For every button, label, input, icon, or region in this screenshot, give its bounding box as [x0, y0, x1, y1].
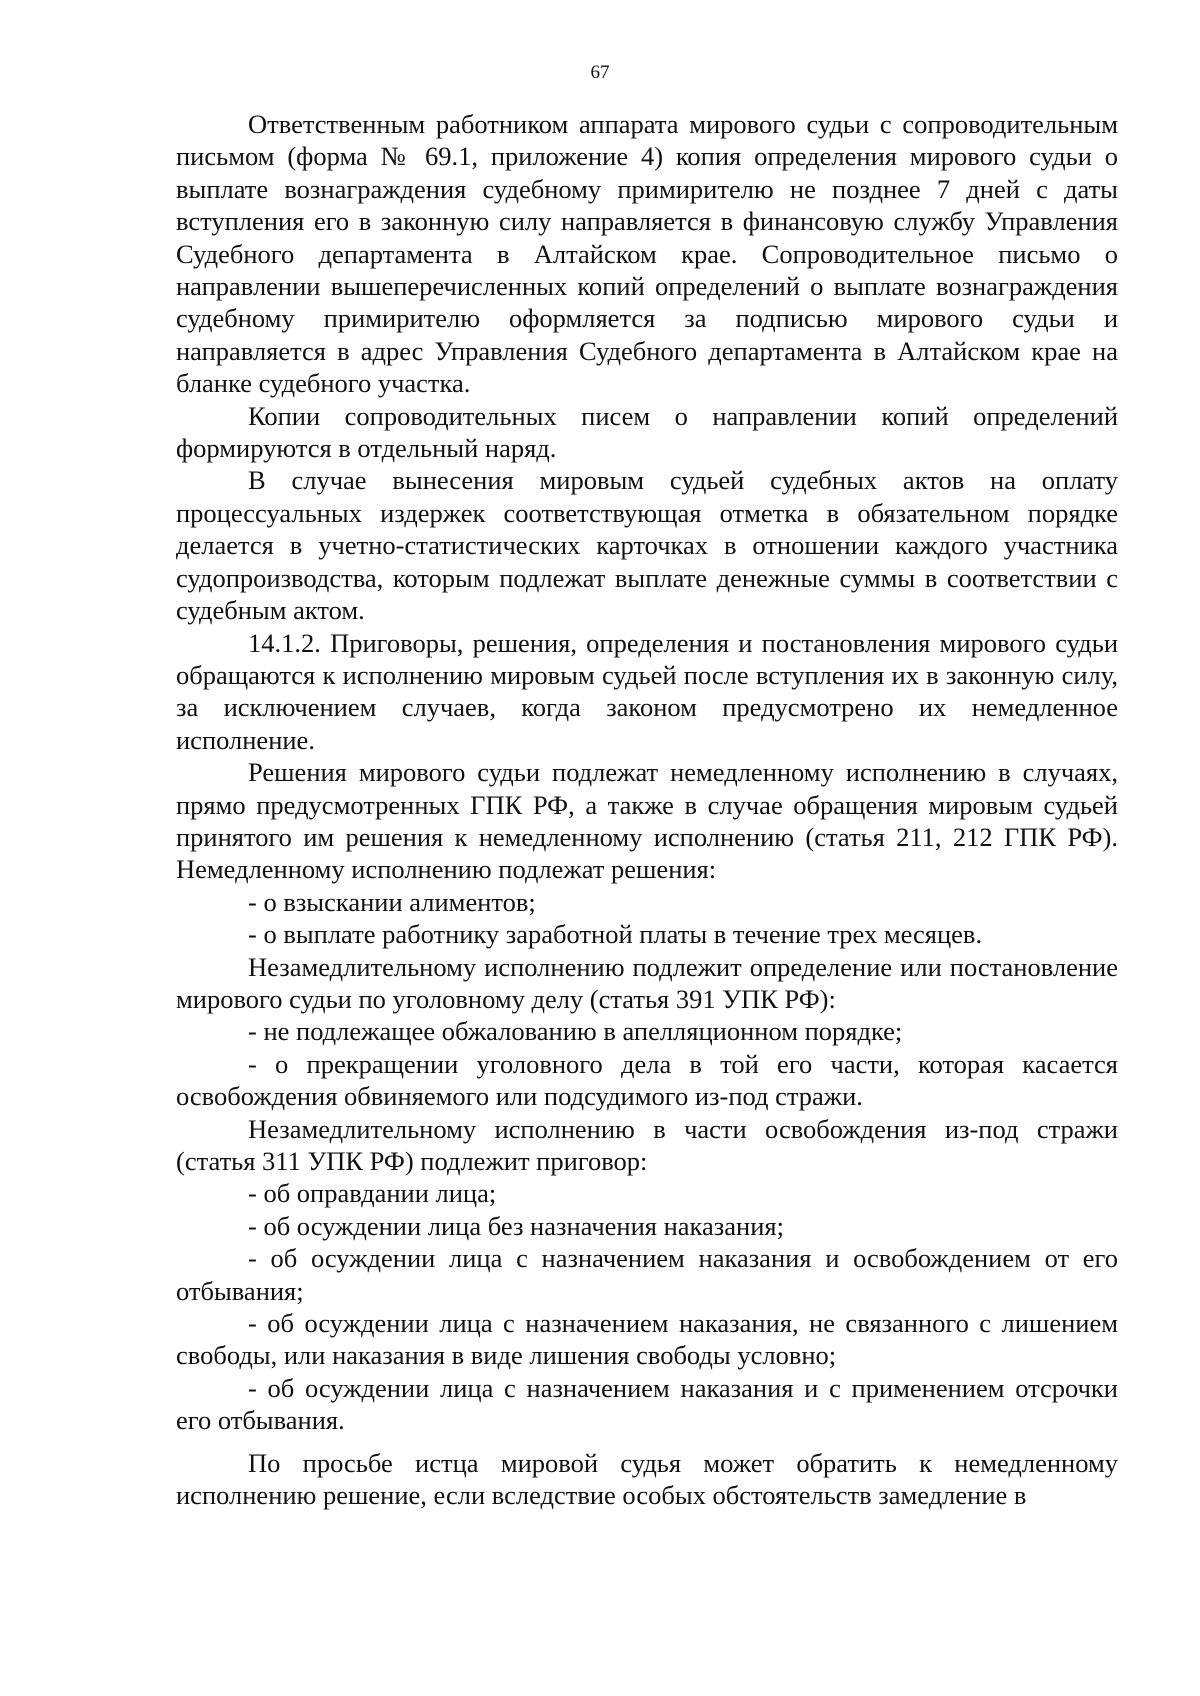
- paragraph-cover-letter-copies: Копии сопроводительных писем о направлении копий определений формируются в отдельный наряд.: [176, 400, 1118, 464]
- list-item-no-punishment: - об осуждении лица без назначения наказания;: [248, 1210, 784, 1241]
- list-item-alimony: - о взыскании алиментов;: [248, 886, 536, 917]
- list-item-not-appealable: - не подлежащее обжалованию в апелляционном порядке;: [248, 1016, 903, 1047]
- paragraph-responsible-staff: Ответственным работником аппарата мирового судьи с сопроводительным письмом (форма № 69.1, приложение 4) копия определения мирового судьи о выплате вознаграждения судебному примирителю не позднее 7 дней с даты вступления его в законную силу направляется в финансовую службу Управления Судебного департамента в Алтайском крае. Сопроводительное письмо о направлении вышеперечисленных копий определений о выплате вознаграждения судебному примирителю оформляется за подписью мирового судьи и направляется в адрес Управления Судебного департамента в Алтайском крае на бланке судебного участка.: [176, 109, 1118, 399]
- list-item-termination: - о прекращении уголовного дела в той его части, которая касается освобождения обвиняемого или подсудимого из-под стражи.: [176, 1048, 1118, 1112]
- list-item-punishment-release: - об осуждении лица с назначением наказания и освобождением от его отбывания;: [176, 1243, 1118, 1306]
- paragraph-14-1-2: 14.1.2. Приговоры, решения, определения и постановления мирового судьи обращаются к исполнению мировым судьей после вступления их в законную силу, за исключением случаев, когда законом предусмотрено их немедленное исполнение.: [176, 627, 1118, 755]
- document-body: [176, 108, 1118, 1511]
- list-item-non-custodial: - об осуждении лица с назначением наказания, не связанного с лишением свободы, или наказания в виде лишения свободы условно;: [176, 1308, 1118, 1371]
- list-item-deferral: - об осуждении лица с назначением наказания и с применением отсрочки его отбывания.: [176, 1372, 1118, 1436]
- list-item-acquittal: - об оправдании лица;: [248, 1178, 497, 1209]
- paragraph-plaintiff-request: По просьбе истца мировой судья может обратить к немедленному исполнению решение, если вследствие особых обстоятельств замедление в: [176, 1447, 1118, 1511]
- page-number: 67: [590, 62, 610, 83]
- paragraph-procedural-costs: В случае вынесения мировым судьей судебных актов на оплату процессуальных издержек соответствующая отметка в обязательном порядке делается в учетно-статистических карточках в отношении каждого участника судопроизводства, которым подлежат выплате денежные суммы в соответствии с судебным актом.: [176, 465, 1118, 626]
- paragraph-release-from-custody: Незамедлительному исполнению в части освобождения из-под стражи (статья 311 УПК РФ) подлежит приговор:: [176, 1113, 1118, 1176]
- paragraph-immediate-execution: Решения мирового судьи подлежат немедленному исполнению в случаях, прямо предусмотренных ГПК РФ, а также в случае обращения мировым судьей принятого им решения к немедленному исполнению (статья 211, 212 ГПК РФ). Немедленному исполнению подлежат решения:: [176, 757, 1118, 885]
- list-item-wages: - о выплате работнику заработной платы в течение трех месяцев.: [248, 919, 983, 950]
- paragraph-criminal-case: Незамедлительному исполнению подлежит определение или постановление мирового судьи по уголовному делу (статья 391 УПК РФ):: [176, 951, 1118, 1014]
